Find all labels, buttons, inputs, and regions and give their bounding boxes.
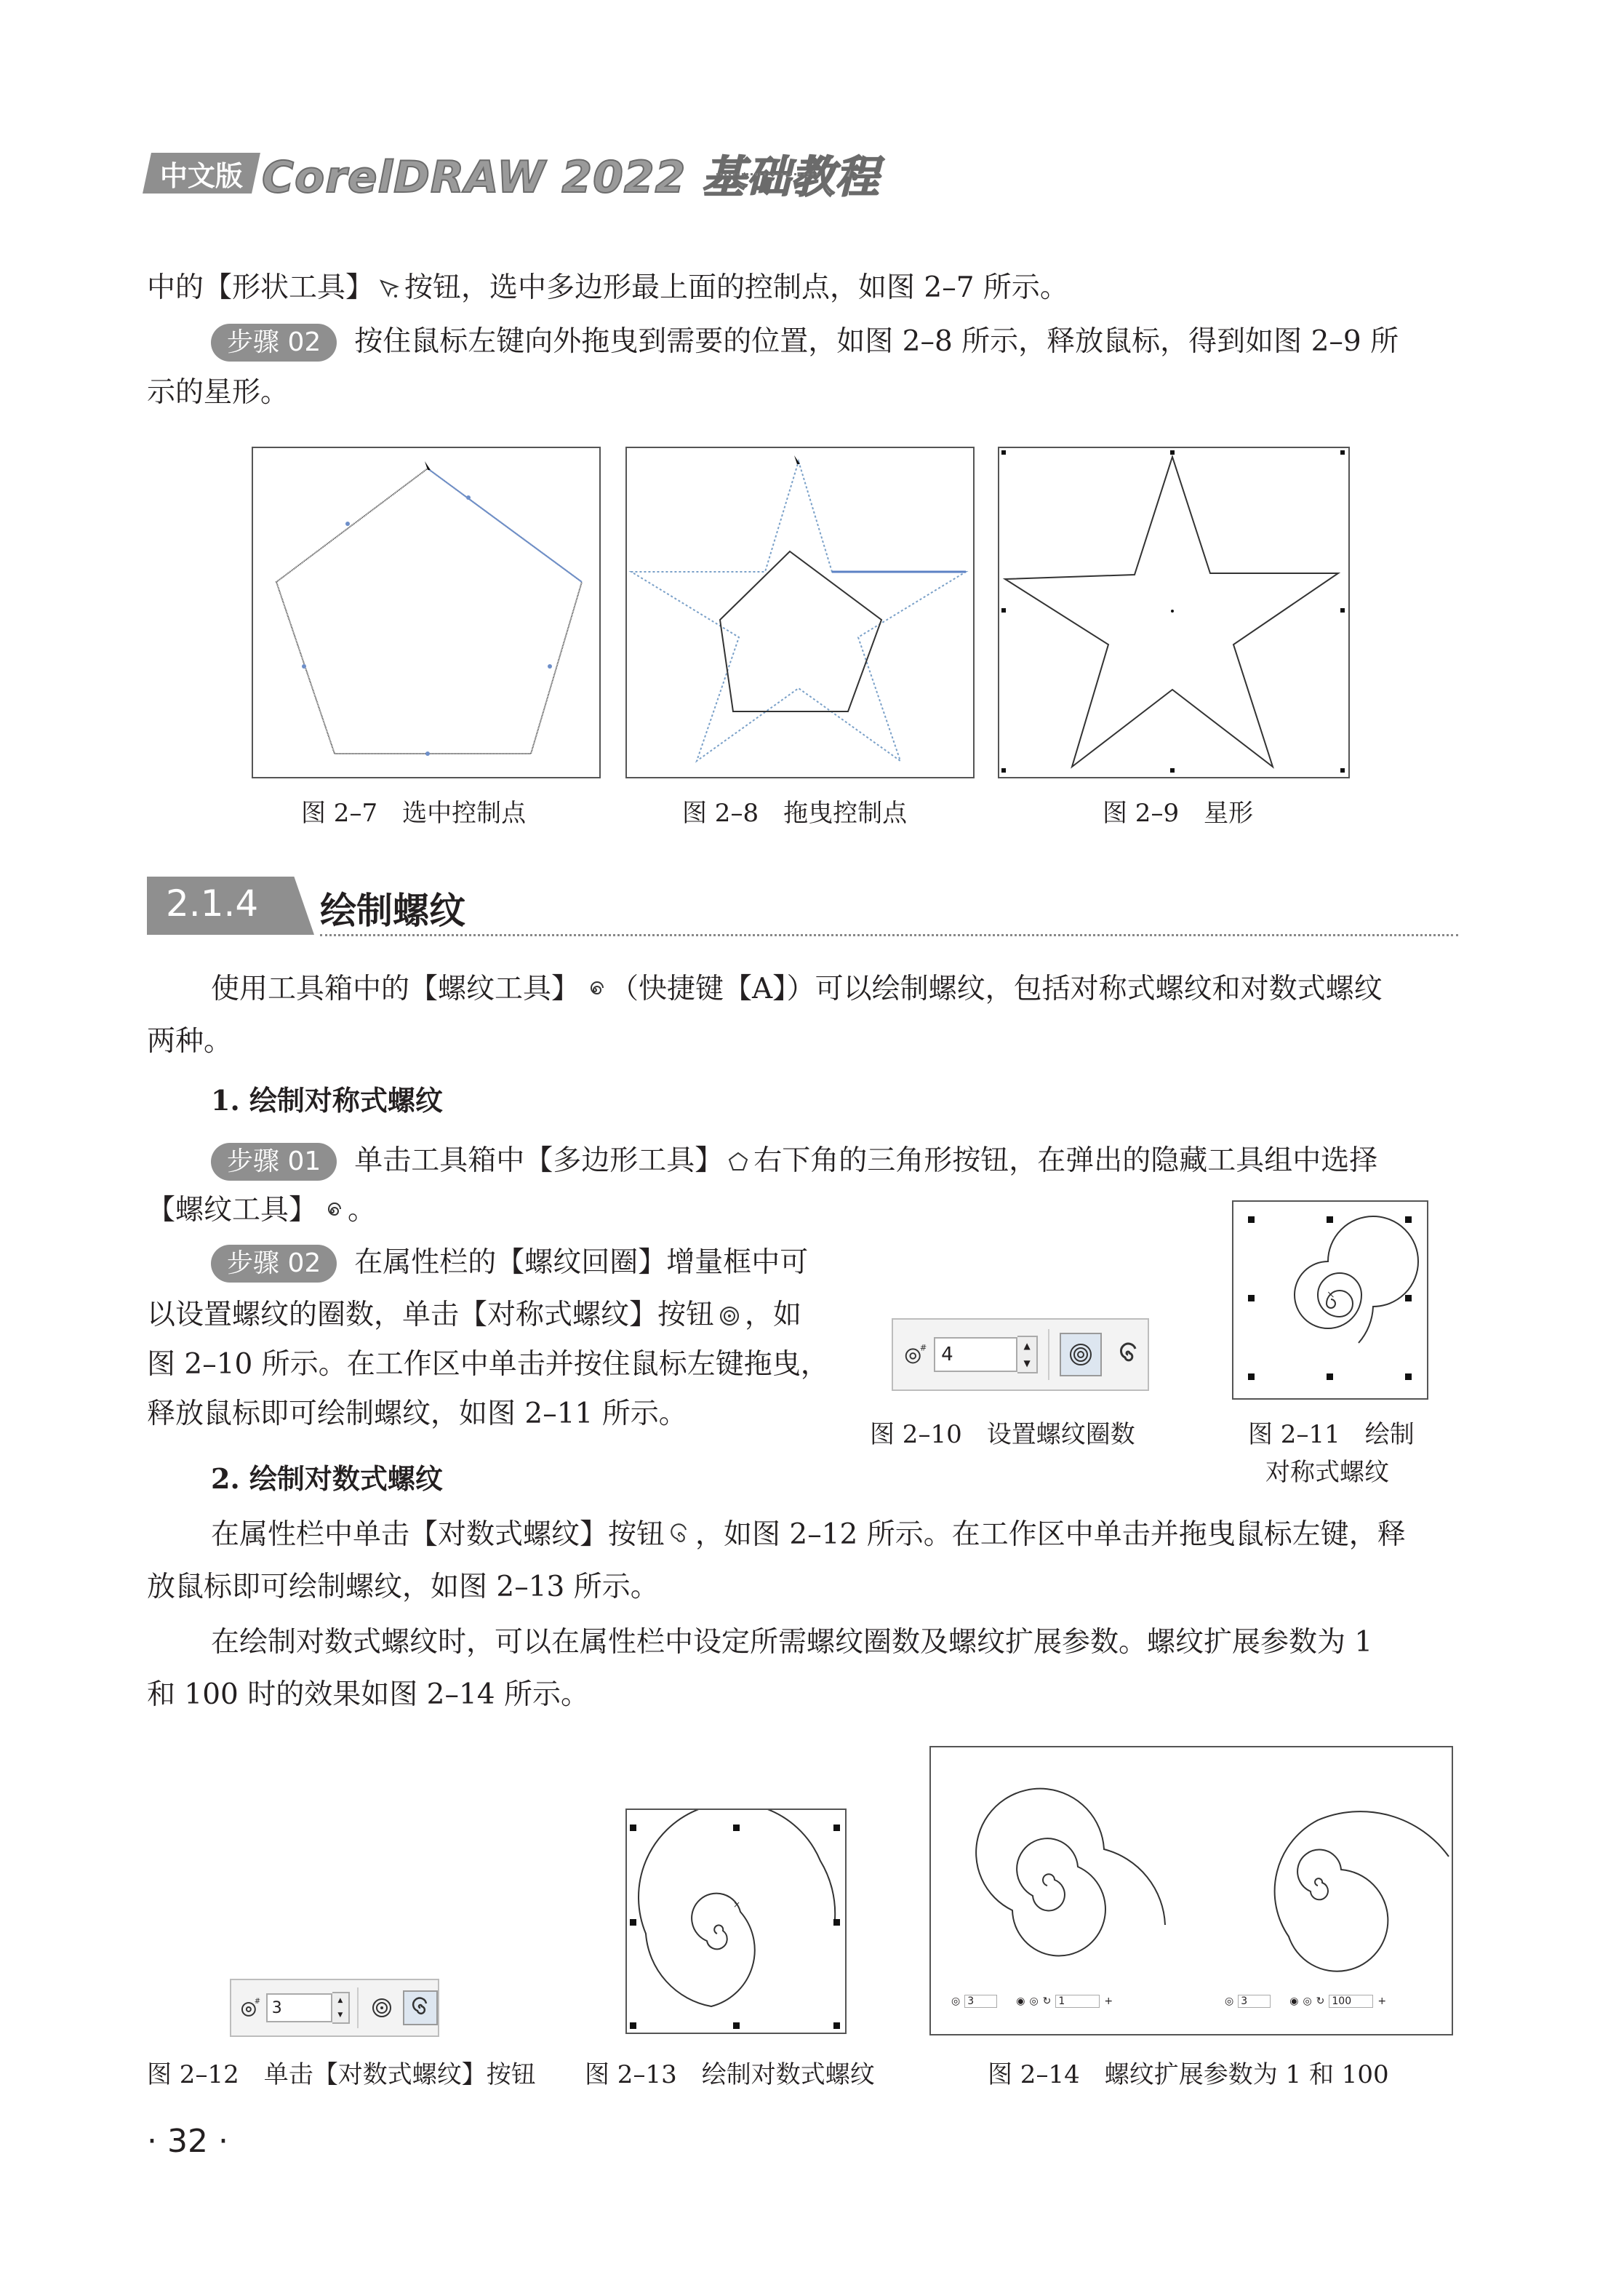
figure-2-7	[252, 447, 601, 778]
stepper-down-icon[interactable]: ▼	[1023, 1358, 1031, 1368]
intro-line1: 使用工具箱中的【螺纹工具】 （快捷键【A】）可以绘制螺纹，包括对称式螺纹和对数式螺纹	[211, 973, 1383, 1005]
step-badge: 步骤 02	[211, 1245, 337, 1283]
sub1-step2-line4: 释放鼠标即可绘制螺纹，如图 2–11 所示。	[147, 1397, 687, 1430]
expansion-icon: ↻	[1042, 1995, 1052, 2007]
para-top-step: 步骤 02 按住鼠标左键向外拖曳到需要的位置，如图 2–8 所示，释放鼠标，得到如图 2–9 所	[211, 320, 1399, 364]
figure-2-13	[625, 1809, 847, 2034]
figure-2-12-toolbar	[230, 1979, 439, 2037]
step-badge: 步骤 01	[211, 1143, 337, 1181]
expansion-icon: ↻	[1316, 1995, 1325, 2007]
para-top-line3: 示的星形。	[147, 376, 289, 409]
sub1-step2-line1: 步骤 02 在属性栏的【螺纹回圈】增量框中可	[211, 1241, 808, 1285]
shape-tool-icon	[377, 276, 401, 301]
sub1-step1-line2: 【螺纹工具】 。	[147, 1194, 377, 1227]
symmetric-spiral-icon	[717, 1304, 742, 1328]
expansion-input[interactable]: 100	[1329, 1995, 1373, 2008]
toolbar-separator	[1048, 1329, 1049, 1380]
spiral-tool-icon	[320, 1199, 345, 1224]
revolutions-input[interactable]: 3	[964, 1995, 997, 2008]
caption-fig-2-10: 图 2–10 设置螺纹圈数	[870, 1420, 1135, 1449]
expansion-spirals-drawing	[931, 1747, 1452, 1980]
stepper-up-icon[interactable]: ▲	[337, 1997, 343, 2004]
plus-icon[interactable]: +	[1104, 1995, 1113, 2007]
svg-text:×: ×	[733, 1899, 741, 1910]
fig14-right-toolbar	[1225, 1995, 1386, 2008]
svg-text:#: #	[254, 1998, 261, 2006]
revolutions-stepper[interactable]	[1017, 1336, 1039, 1373]
figure-2-14	[929, 1746, 1453, 2035]
subheading-symmetric: 1. 绘制对称式螺纹	[211, 1084, 443, 1117]
figure-2-9	[998, 447, 1350, 778]
caption-fig-2-11-line1: 图 2–11 绘制	[1248, 1420, 1415, 1449]
caption-fig-2-12: 图 2–12 单击【对数式螺纹】按钮	[147, 2060, 536, 2089]
spiral-revolutions-icon	[902, 1340, 929, 1369]
fig14-left-toolbar	[951, 1995, 1113, 2008]
revolutions-input[interactable]: 4	[934, 1337, 1017, 1372]
logarithmic-spiral-icon	[1115, 1341, 1141, 1368]
section-number: 2.1.4	[166, 882, 259, 925]
logarithmic-spiral-icon	[668, 1523, 692, 1548]
caption-fig-2-11-line2: 对称式螺纹	[1265, 1458, 1389, 1487]
sub2-p2-line2: 和 100 时的效果如图 2–14 所示。	[147, 1678, 589, 1711]
spiral-revolutions-icon	[239, 1995, 263, 2020]
polygon-tool-icon	[726, 1149, 751, 1174]
section-title: 绘制螺纹	[320, 890, 465, 932]
revolutions-input[interactable]: 3	[1238, 1995, 1271, 2008]
logarithmic-spiral-icon[interactable]: ◎	[1029, 1995, 1039, 2007]
header-badge: 中文版	[143, 153, 260, 194]
spiral-tool-icon	[583, 978, 607, 1002]
logarithmic-spiral-button[interactable]	[403, 1990, 438, 2025]
figure-2-8	[625, 447, 975, 778]
logarithmic-spiral-drawing	[627, 1810, 845, 2033]
expansion-input[interactable]: 1	[1055, 1995, 1100, 2008]
sub1-step2-line3: 图 2–10 所示。在工作区中单击并按住鼠标左键拖曳，	[147, 1348, 829, 1381]
subheading-logarithmic: 2. 绘制对数式螺纹	[211, 1462, 443, 1495]
plus-icon[interactable]: +	[1377, 1995, 1387, 2007]
revolutions-input[interactable]: 3	[266, 1993, 332, 2022]
stepper-up-icon[interactable]: ▲	[1023, 1341, 1031, 1351]
caption-fig-2-13: 图 2–13 绘制对数式螺纹	[585, 2060, 875, 2089]
caption-fig-2-9: 图 2–9 星形	[1103, 799, 1254, 828]
symmetric-spiral-button[interactable]	[1060, 1333, 1101, 1376]
intro-line2: 两种。	[147, 1025, 233, 1058]
symmetric-spiral-button[interactable]	[366, 1992, 398, 2024]
sub2-p2-line1: 在绘制对数式螺纹时，可以在属性栏中设定所需螺纹圈数及螺纹扩展参数。螺纹扩展参数为 1	[211, 1626, 1373, 1659]
symmetric-spiral-drawing	[1233, 1202, 1427, 1398]
figure-2-10-toolbar	[892, 1318, 1149, 1391]
caption-fig-2-7: 图 2–7 选中控制点	[301, 799, 527, 828]
spiral-revolutions-icon: ◎	[951, 1995, 961, 2007]
star-drawing	[999, 448, 1348, 777]
para-top-line1: 中的【形状工具】 按钮，选中多边形最上面的控制点，如图 2–7 所示。	[147, 271, 1068, 304]
symmetric-spiral-icon	[1068, 1341, 1094, 1368]
sub2-p1-line1: 在属性栏中单击【对数式螺纹】按钮 ，如图 2–12 所示。在工作区中单击并拖曳鼠标左键，释	[211, 1518, 1406, 1551]
toolbar-separator	[357, 1987, 359, 2028]
figure-2-11	[1232, 1200, 1428, 1400]
sub1-step2-line2: 以设置螺纹的圈数，单击【对称式螺纹】按钮 ，如	[147, 1299, 802, 1331]
stepper-down-icon[interactable]: ▼	[337, 2011, 343, 2019]
sub2-p1-line2: 放鼠标即可绘制螺纹，如图 2–13 所示。	[147, 1571, 659, 1603]
spiral-revolutions-icon: ◎	[1225, 1995, 1234, 2007]
logarithmic-spiral-icon	[409, 1997, 431, 2019]
section-divider	[320, 934, 1458, 936]
caption-fig-2-8: 图 2–8 拖曳控制点	[682, 799, 908, 828]
header-title: CorelDRAW 2022 基础教程	[262, 152, 880, 203]
logarithmic-spiral-button[interactable]	[1109, 1334, 1148, 1375]
header-divider	[716, 173, 818, 175]
pentagon-drawing	[253, 448, 599, 777]
symmetric-spiral-icon[interactable]: ◉	[1289, 1995, 1299, 2007]
svg-text:#: #	[919, 1342, 927, 1353]
step-badge: 步骤 02	[211, 324, 337, 362]
logarithmic-spiral-icon[interactable]: ◎	[1303, 1995, 1312, 2007]
svg-text:×: ×	[1327, 1289, 1335, 1301]
revolutions-stepper[interactable]	[332, 1992, 350, 2024]
sub1-step1-line1: 步骤 01 单击工具箱中【多边形工具】 右下角的三角形按钮，在弹出的隐藏工具组中选择	[211, 1139, 1377, 1183]
page-number: · 32 ·	[147, 2123, 228, 2160]
caption-fig-2-14: 图 2–14 螺纹扩展参数为 1 和 100	[988, 2060, 1389, 2089]
drag-star-drawing	[627, 448, 973, 777]
symmetric-spiral-icon[interactable]: ◉	[1016, 1995, 1025, 2007]
symmetric-spiral-icon	[371, 1997, 393, 2019]
